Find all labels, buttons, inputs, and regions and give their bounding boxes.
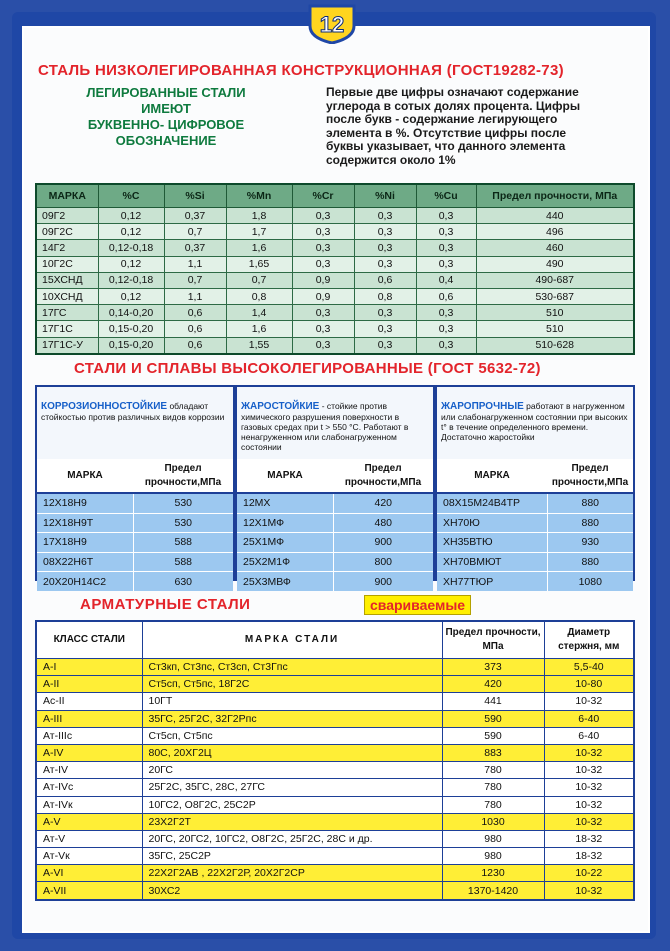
grades-cell: 35ГС, 25Г2С, 32Г2Рпс	[142, 710, 442, 727]
strength-cell: 590	[442, 710, 544, 727]
value-cell: 0,3	[416, 305, 476, 321]
value-cell: 0,3	[292, 256, 354, 272]
table-row	[437, 552, 633, 572]
value-cell: 1,65	[226, 256, 292, 272]
class-cell: A-V	[36, 813, 142, 830]
value-cell: 0,3	[416, 321, 476, 337]
grade-cell: 09Г2С	[36, 224, 98, 240]
description-line: элемента в %. Отсутствие цифры после	[326, 125, 567, 140]
table-row	[437, 493, 633, 513]
class-cell: Ат-V	[36, 830, 142, 847]
table-row	[36, 337, 634, 354]
value-cell: 0,3	[416, 224, 476, 240]
diameter-cell: 10-32	[544, 762, 634, 779]
value-cell: 0,3	[416, 337, 476, 354]
grade-cell: 12Х1МФ	[237, 513, 333, 533]
grade-cell: 17Х18Н9	[37, 533, 133, 553]
diameter-cell: 10-32	[544, 796, 634, 813]
rebar-steel-table	[35, 620, 635, 901]
panel-table	[37, 459, 233, 591]
grades-cell: 22Х2Г2АВ , 22Х2Г2Р, 20Х2Г2СР	[142, 865, 442, 882]
description-line: после букв - содержание легирующего	[326, 112, 558, 126]
table-row	[36, 848, 634, 865]
grade-cell: 10Г2С	[36, 256, 98, 272]
grade-cell: 12Х18Н9Т	[37, 513, 133, 533]
col-diameter: Диаметр стержня, мм	[544, 621, 634, 659]
grades-cell: 25Г2С, 35ГС, 28С, 27ГС	[142, 779, 442, 796]
section1-description	[326, 86, 631, 167]
panel-corrosion-resistant	[37, 387, 233, 588]
grades-cell: 20ГС, 20ГС2, 10ГС2, О8Г2С, 25Г2С, 28С и др.	[142, 830, 442, 847]
column-header: %Si	[164, 184, 226, 208]
table-row	[37, 572, 233, 591]
value-cell: 1,7	[226, 224, 292, 240]
value-cell: 0,12	[98, 256, 164, 272]
grades-cell: 10ГС2, О8Г2С, 25С2Р	[142, 796, 442, 813]
strength-cell: 420	[442, 676, 544, 693]
table-row	[36, 272, 634, 288]
diameter-cell: 10-32	[544, 744, 634, 761]
grade-cell: 09Г2	[36, 208, 98, 224]
col-grades: МАРКА СТАЛИ	[142, 621, 442, 659]
value-cell: 1,6	[226, 240, 292, 256]
value-cell: 0,8	[354, 288, 416, 304]
grade-cell: 14Г2	[36, 240, 98, 256]
grade-cell: 08Х22Н6Т	[37, 552, 133, 572]
subtitle-line: ИМЕЮТ	[141, 101, 191, 116]
value-cell: 0,6	[164, 305, 226, 321]
strength-cell: 780	[442, 796, 544, 813]
value-cell: 1,8	[226, 208, 292, 224]
strength-cell: 588	[133, 533, 233, 553]
panel-term: КОРРОЗИОННОСТОЙКИЕ	[41, 401, 168, 412]
value-cell: 0,7	[164, 224, 226, 240]
value-cell: 0,14-0,20	[98, 305, 164, 321]
value-cell: 0,3	[292, 224, 354, 240]
diameter-cell: 10-32	[544, 693, 634, 710]
class-cell: A-IV	[36, 744, 142, 761]
table-row	[437, 513, 633, 533]
class-cell: A-III	[36, 710, 142, 727]
subtitle-line: ОБОЗНАЧЕНИЕ	[115, 133, 217, 148]
table-row	[36, 744, 634, 761]
grades-cell: 80С, 20ХГ2Ц	[142, 744, 442, 761]
col-strength: Предел прочности,МПа	[333, 459, 433, 493]
value-cell: 0,15-0,20	[98, 337, 164, 354]
panel-text: работают в нагруженном или слабонагруженном состоянии при высоких t° в течение определенного времени. Достаточно жаростойки	[441, 401, 628, 442]
strength-cell: 590	[442, 727, 544, 744]
value-cell: 0,15-0,20	[98, 321, 164, 337]
strength-cell: 880	[547, 493, 633, 513]
value-cell: 0,3	[416, 240, 476, 256]
value-cell: 0,3	[354, 224, 416, 240]
table-row	[237, 493, 433, 513]
table-row	[36, 659, 634, 676]
table-row	[237, 513, 433, 533]
diameter-cell: 18-32	[544, 830, 634, 847]
grade-cell: 08Х15М24В4ТР	[437, 493, 547, 513]
value-cell: 0,3	[354, 337, 416, 354]
panel-heat-strength	[437, 387, 633, 588]
value-cell: 0,7	[226, 272, 292, 288]
value-cell: 0,4	[416, 272, 476, 288]
strength-cell: 880	[547, 513, 633, 533]
column-header: %Cr	[292, 184, 354, 208]
table-row	[437, 572, 633, 591]
col-class: КЛАСС СТАЛИ	[36, 621, 142, 659]
table-row	[36, 865, 634, 882]
grades-cell: 35ГС, 25С2Р	[142, 848, 442, 865]
strength-cell: 1370-1420	[442, 882, 544, 900]
strength-cell: 1080	[547, 572, 633, 591]
panel-description	[441, 401, 629, 442]
grade-cell: 17Г1С-У	[36, 337, 98, 354]
col-strength: Предел прочности,МПа	[133, 459, 233, 493]
grade-cell: 17ГС	[36, 305, 98, 321]
description-line: углерода в сотых долях процента. Цифры	[326, 98, 581, 113]
col-grade: МАРКА	[237, 459, 333, 493]
value-cell: 530-687	[476, 288, 634, 304]
class-cell: A-II	[36, 676, 142, 693]
value-cell: 1,4	[226, 305, 292, 321]
class-cell: Ат-IIIс	[36, 727, 142, 744]
strength-cell: 441	[442, 693, 544, 710]
class-cell: Ac-II	[36, 693, 142, 710]
class-cell: Ат-IV	[36, 762, 142, 779]
value-cell: 0,9	[292, 272, 354, 288]
table-row	[36, 305, 634, 321]
strength-cell: 1030	[442, 813, 544, 830]
value-cell: 0,12	[98, 208, 164, 224]
value-cell: 490	[476, 256, 634, 272]
table-row	[36, 256, 634, 272]
diameter-cell: 10-32	[544, 779, 634, 796]
table-header-row	[36, 184, 634, 208]
strength-cell: 373	[442, 659, 544, 676]
value-cell: 1,55	[226, 337, 292, 354]
value-cell: 0,37	[164, 208, 226, 224]
col-grade: МАРКА	[437, 459, 547, 493]
value-cell: 0,6	[416, 288, 476, 304]
strength-cell: 930	[547, 533, 633, 553]
value-cell: 1,6	[226, 321, 292, 337]
table-row	[36, 779, 634, 796]
table-row	[37, 533, 233, 553]
strength-cell: 530	[133, 493, 233, 513]
column-header: МАРКА	[36, 184, 98, 208]
strength-cell: 530	[133, 513, 233, 533]
col-grade: МАРКА	[37, 459, 133, 493]
table-row	[36, 813, 634, 830]
grade-cell: ХН35ВТЮ	[437, 533, 547, 553]
strength-cell: 420	[333, 493, 433, 513]
grade-cell: ХН70Ю	[437, 513, 547, 533]
diameter-cell: 6-40	[544, 710, 634, 727]
section1-title: СТАЛЬ НИЗКОЛЕГИРОВАННАЯ КОНСТРУКЦИОННАЯ (ГОСТ19282-73)	[38, 62, 564, 79]
description-line: буквы указывает, что данного элемента	[326, 139, 566, 153]
value-cell: 490-687	[476, 272, 634, 288]
col-strength: Предел прочности,МПа	[547, 459, 633, 493]
grade-cell: 17Г1С	[36, 321, 98, 337]
grades-cell: Ст5сп, Ст5пс, 18Г2С	[142, 676, 442, 693]
value-cell: 0,3	[416, 256, 476, 272]
value-cell: 0,6	[164, 337, 226, 354]
section2-title: СТАЛИ И СПЛАВЫ ВЫСОКОЛЕГИРОВАННЫЕ (ГОСТ 5632-72)	[74, 360, 541, 377]
value-cell: 510	[476, 321, 634, 337]
value-cell: 0,3	[416, 208, 476, 224]
table-row	[36, 240, 634, 256]
value-cell: 0,12	[98, 288, 164, 304]
strength-cell: 800	[333, 552, 433, 572]
table-row	[237, 552, 433, 572]
value-cell: 0,3	[292, 337, 354, 354]
diameter-cell: 18-32	[544, 848, 634, 865]
grade-cell: 25Х1МФ	[237, 533, 333, 553]
panel-description	[241, 401, 429, 452]
diameter-cell: 10-32	[544, 813, 634, 830]
value-cell: 0,12	[98, 224, 164, 240]
value-cell: 510-628	[476, 337, 634, 354]
value-cell: 0,37	[164, 240, 226, 256]
panel-term: ЖАРОСТОЙКИЕ	[241, 401, 320, 412]
table-row	[36, 321, 634, 337]
value-cell: 0,3	[292, 208, 354, 224]
value-cell: 0,12-0,18	[98, 272, 164, 288]
section3-title: АРМАТУРНЫЕ СТАЛИ	[80, 596, 251, 613]
value-cell: 0,3	[354, 321, 416, 337]
value-cell: 0,6	[164, 321, 226, 337]
grades-cell: 30ХС2	[142, 882, 442, 900]
value-cell: 0,8	[226, 288, 292, 304]
column-header: %C	[98, 184, 164, 208]
value-cell: 496	[476, 224, 634, 240]
column-header: Предел прочности, МПа	[476, 184, 634, 208]
column-header: %Mn	[226, 184, 292, 208]
strength-cell: 883	[442, 744, 544, 761]
diameter-cell: 10-32	[544, 882, 634, 900]
page-number-badge	[304, 4, 360, 44]
section1-subtitle	[46, 85, 286, 149]
panel-text: обладают стойкостью против различных видов коррозии	[41, 401, 225, 422]
grade-cell: 10ХСНД	[36, 288, 98, 304]
page-number: 12	[319, 12, 345, 37]
table-row	[37, 493, 233, 513]
strength-cell: 980	[442, 848, 544, 865]
value-cell: 0,12-0,18	[98, 240, 164, 256]
class-cell: A-VI	[36, 865, 142, 882]
diameter-cell: 10-22	[544, 865, 634, 882]
value-cell: 0,3	[354, 256, 416, 272]
panel-heat-resistant	[237, 387, 433, 588]
column-header: %Ni	[354, 184, 416, 208]
value-cell: 0,3	[354, 305, 416, 321]
value-cell: 0,3	[292, 240, 354, 256]
table-row	[437, 533, 633, 553]
value-cell: 1,1	[164, 256, 226, 272]
class-cell: Ат-Vк	[36, 848, 142, 865]
strength-cell: 1230	[442, 865, 544, 882]
grade-cell: 25Х3МВФ	[237, 572, 333, 591]
subtitle-line: ЛЕГИРОВАННЫЕ СТАЛИ	[86, 85, 246, 100]
table-row	[37, 513, 233, 533]
value-cell: 1,1	[164, 288, 226, 304]
grades-cell: 10ГТ	[142, 693, 442, 710]
table-row	[237, 533, 433, 553]
subtitle-line: БУКВЕННО- ЦИФРОВОЕ	[87, 117, 245, 132]
grade-cell: 20Х20Н14С2	[37, 572, 133, 591]
grade-cell: 12Х18Н9	[37, 493, 133, 513]
description-line: Первые две цифры означают содержание	[326, 85, 579, 99]
grades-cell: 23Х2Г2Т	[142, 813, 442, 830]
value-cell: 0,3	[354, 240, 416, 256]
table-row	[36, 288, 634, 304]
table-row	[36, 882, 634, 900]
table-row	[36, 710, 634, 727]
strength-cell: 480	[333, 513, 433, 533]
value-cell: 0,3	[354, 208, 416, 224]
high-alloy-panels	[35, 385, 635, 588]
value-cell: 510	[476, 305, 634, 321]
table-row	[36, 208, 634, 224]
grade-cell: 15ХСНД	[36, 272, 98, 288]
diameter-cell: 10-80	[544, 676, 634, 693]
column-header: %Cu	[416, 184, 476, 208]
class-cell: A-I	[36, 659, 142, 676]
value-cell: 460	[476, 240, 634, 256]
panel-text: - стойкие против химического разрушения поверхности в газовых средах при t > 550 °С. Работают в ненагруженном или слабонагруженном состоянии	[241, 401, 409, 452]
strength-cell: 900	[333, 533, 433, 553]
grade-cell: 12МХ	[237, 493, 333, 513]
value-cell: 0,6	[354, 272, 416, 288]
class-cell: A-VII	[36, 882, 142, 900]
grade-cell: ХН77ТЮР	[437, 572, 547, 591]
class-cell: Ат-IVк	[36, 796, 142, 813]
grades-cell: Ст3кп, Ст3пс, Ст3сп, Ст3Гпс	[142, 659, 442, 676]
grades-cell: Ст5сп, Ст5пс	[142, 727, 442, 744]
table-row	[36, 727, 634, 744]
description-line: содержится около 1%	[326, 152, 456, 167]
table-row	[36, 693, 634, 710]
strength-cell: 630	[133, 572, 233, 591]
diameter-cell: 5,5-40	[544, 659, 634, 676]
table-row	[36, 796, 634, 813]
grade-cell: ХН70ВМЮТ	[437, 552, 547, 572]
grades-cell: 20ГС	[142, 762, 442, 779]
strength-cell: 980	[442, 830, 544, 847]
panel-description	[41, 401, 229, 422]
weldable-badge: свариваемые	[364, 595, 471, 615]
table-row	[37, 552, 233, 572]
table-row	[36, 762, 634, 779]
strength-cell: 780	[442, 762, 544, 779]
value-cell: 0,3	[292, 305, 354, 321]
strength-cell: 780	[442, 779, 544, 796]
strength-cell: 588	[133, 552, 233, 572]
value-cell: 0,3	[292, 321, 354, 337]
strength-cell: 900	[333, 572, 433, 591]
value-cell: 0,9	[292, 288, 354, 304]
panel-table	[437, 459, 633, 591]
panel-table	[237, 459, 433, 591]
strength-cell: 880	[547, 552, 633, 572]
col-strength: Предел прочности, МПа	[442, 621, 544, 659]
table-row	[36, 676, 634, 693]
panel-term: ЖАРОПРОЧНЫЕ	[441, 401, 524, 412]
table-row	[36, 830, 634, 847]
value-cell: 0,7	[164, 272, 226, 288]
grade-cell: 25Х2М1Ф	[237, 552, 333, 572]
value-cell: 440	[476, 208, 634, 224]
class-cell: Ат-IVс	[36, 779, 142, 796]
table-row	[237, 572, 433, 591]
diameter-cell: 6-40	[544, 727, 634, 744]
table-row	[36, 224, 634, 240]
low-alloy-steel-table	[35, 183, 635, 355]
